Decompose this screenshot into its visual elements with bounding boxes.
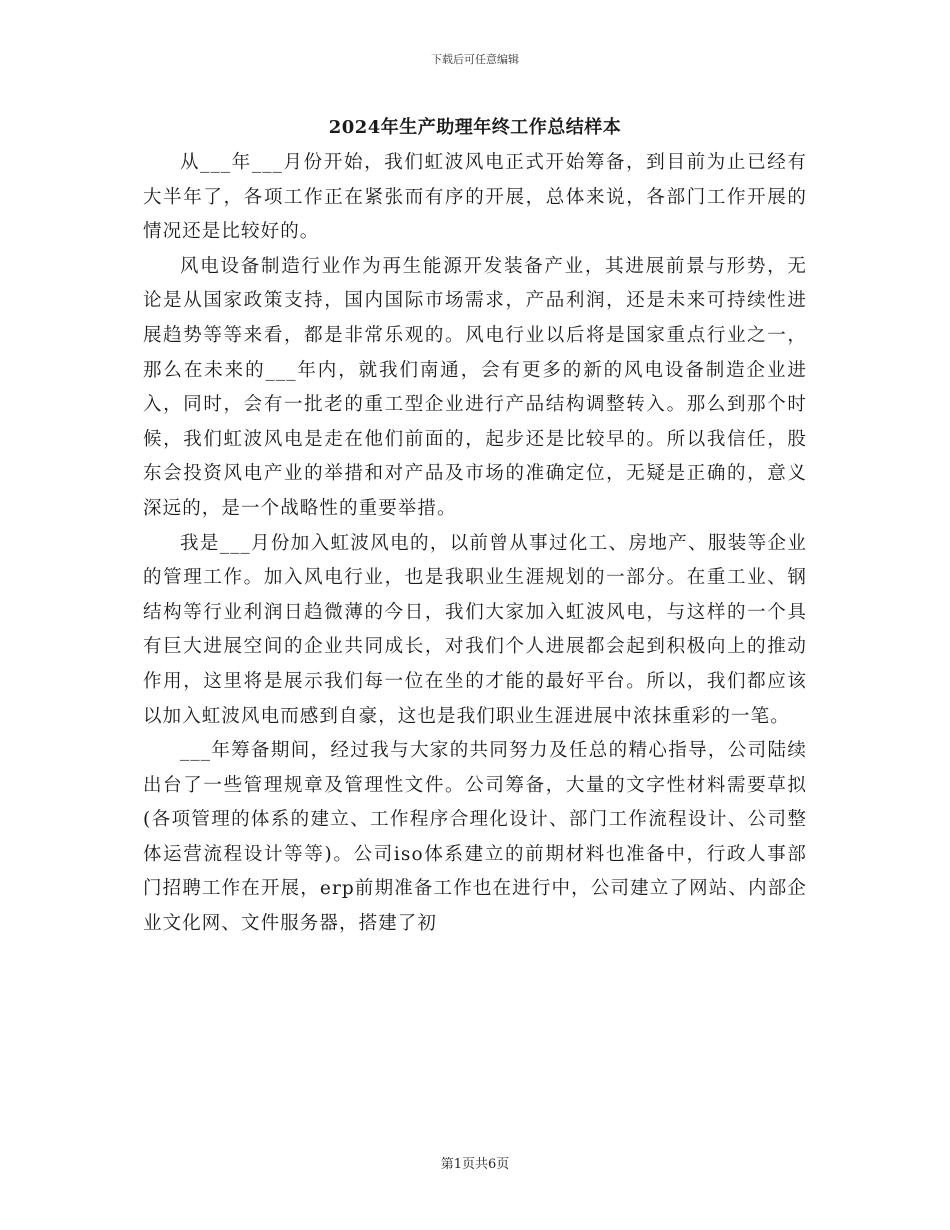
document-body <box>143 146 807 942</box>
document-title: 2024年生产助理年终工作总结样本 <box>328 117 622 138</box>
page-header-note: 下载后可任意编辑 <box>431 53 519 66</box>
page-number: 第1页共6页 <box>440 1157 510 1172</box>
paragraph-1: 从___年___月份开始，我们虹波风电正式开始筹备，到目前为止已经有大半年了，各项工作正在紧张而有序的开展，总体来说，各部门工作开展的情况还是比较好的。 <box>143 152 807 243</box>
paragraph-3: 我是___月份加入虹波风电的，以前曾从事过化工、房地产、服装等企业的管理工作。加入风电行业，也是我职业生涯规划的一部分。在重工业、钢结构等行业利润日趋微薄的今日，我们大家加入虹波风电，与这样的一个具有巨大进展空间的企业共同成长，对我们个人进展都会起到积极向上的推动作用，这里将是展示我们每一位在坐的才能的最好平台。所以，我们都应该以加入虹波风电而感到自豪，这也是我们职业生涯进展中浓抹重彩的一笔。 <box>143 532 807 727</box>
paragraph-2: 风电设备制造行业作为再生能源开发装备产业，其进展前景与形势，无论是从国家政策支持，国内国际市场需求，产品利润，还是未来可持续性进展趋势等等来看，都是非常乐观的。风电行业以后将是国家重点行业之一，那么在未来的___年内，就我们南通，会有更多的新的风电设备制造企业进入，同时，会有一批老的重工型企业进行产品结构调整转入。那么到那个时候，我们虹波风电是走在他们前面的，起步还是比较早的。所以我信任，股东会投资风电产业的举措和对产品及市场的准确定位，无疑是正确的，意义深远的，是一个战略性的重要举措。 <box>143 255 807 519</box>
paragraph-4: ___年筹备期间，经过我与大家的共同努力及任总的精心指导，公司陆续出台了一些管理规章及管理性文件。公司筹备，大量的文字性材料需要草拟(各项管理的体系的建立、工作程序合理化设计、部门工作流程设计、公司整体运营流程设计等等)。公司iso体系建立的前期材料也准备中，行政人事部门招聘工作在开展，erp前期准备工作也在进行中，公司建立了网站、内部企业文化网、文件服务器，搭建了初 <box>143 740 807 935</box>
